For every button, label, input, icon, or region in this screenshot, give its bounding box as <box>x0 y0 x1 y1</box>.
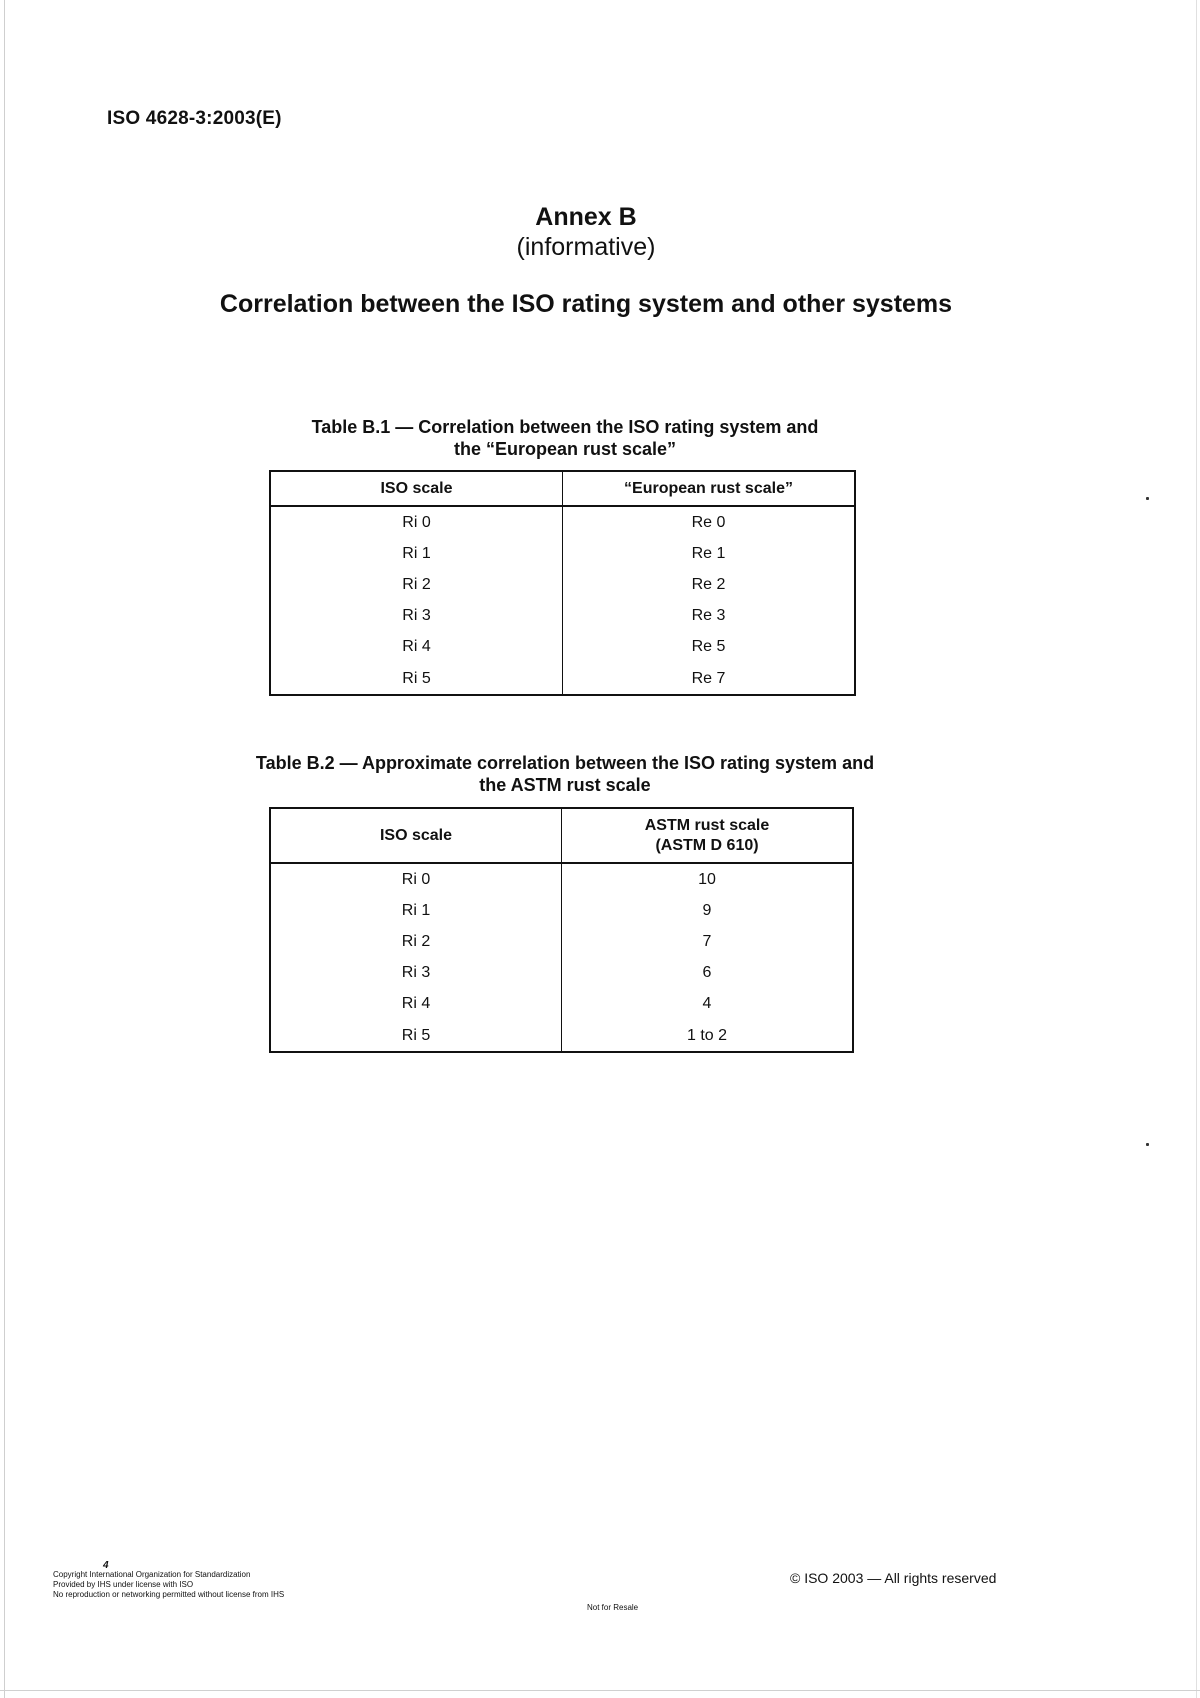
table-header-astm-rust-scale <box>562 808 854 863</box>
table-row <box>270 926 853 957</box>
table-cell: 6 <box>702 964 712 982</box>
table-header-european-rust-scale: “European rust scale” <box>563 471 856 506</box>
copyright-line: Provided by IHS under license with ISO <box>53 1580 194 1589</box>
table-b2 <box>269 807 854 1053</box>
table-cell: Ri 1 <box>270 895 562 926</box>
table-b2-caption-line2: the ASTM rust scale <box>479 775 651 795</box>
table-cell: Ri 5 <box>270 1020 562 1052</box>
annex-subtitle: (informative) <box>516 233 656 261</box>
table-cell: Ri 4 <box>270 989 562 1020</box>
copyright-line: No reproduction or networking permitted without license from IHS <box>53 1590 285 1599</box>
table-b1-caption-line2: the “European rust scale” <box>453 439 677 459</box>
table-cell: Re 3 <box>691 607 726 625</box>
table-cell: 1 to 2 <box>686 1026 728 1044</box>
table-cell: 7 <box>702 932 712 950</box>
table-cell: Re 7 <box>691 669 726 687</box>
table-cell: Re 2 <box>691 575 726 593</box>
table-row <box>270 863 853 895</box>
table-b1-caption <box>0 416 1130 460</box>
table-row <box>270 601 855 632</box>
table-b2-caption-line1: Table B.2 — Approximate correlation between the ISO rating system and <box>255 753 875 773</box>
table-header-row <box>270 471 855 506</box>
scan-speck <box>1146 497 1149 500</box>
table-row <box>270 538 855 569</box>
astm-header-line2: (ASTM D 610) <box>655 836 759 854</box>
table-cell: Re 5 <box>691 638 726 656</box>
table-cell: Ri 0 <box>270 506 563 538</box>
table-cell: Ri 0 <box>270 863 562 895</box>
table-header-iso-scale: ISO scale <box>270 808 562 863</box>
copyright-line: Copyright International Organization for Standardization <box>53 1570 251 1579</box>
table-row <box>270 958 853 989</box>
scan-edge-right <box>1196 0 1197 1698</box>
astm-header-line1: ASTM rust scale <box>644 816 770 834</box>
table-cell: 10 <box>698 870 716 888</box>
table-cell: Ri 1 <box>270 538 563 569</box>
table-row <box>270 989 853 1020</box>
not-for-resale-note: Not for Resale <box>587 1603 639 1612</box>
table-b2-caption <box>0 752 1130 796</box>
table-row <box>270 506 855 538</box>
table-cell: Ri 4 <box>270 632 563 663</box>
table-cell: 4 <box>702 995 712 1013</box>
table-header-iso-scale: ISO scale <box>270 471 563 506</box>
table-b1 <box>269 470 856 696</box>
rights-reserved: © ISO 2003 — All rights reserved <box>790 1570 997 1586</box>
table-cell: Ri 5 <box>270 663 563 695</box>
table-row <box>270 663 855 695</box>
table-cell: Ri 2 <box>270 926 562 957</box>
copyright-notice <box>53 1570 284 1600</box>
scan-edge-bottom <box>0 1690 1200 1691</box>
table-row <box>270 1020 853 1052</box>
table-b1-caption-line1: Table B.1 — Correlation between the ISO rating system and <box>311 417 819 437</box>
table-row <box>270 632 855 663</box>
table-cell: Ri 3 <box>270 601 563 632</box>
table-cell: Re 0 <box>691 513 726 531</box>
table-cell: Ri 3 <box>270 958 562 989</box>
table-cell: 9 <box>702 901 712 919</box>
annex-title: Annex B <box>535 203 637 231</box>
table-cell: Ri 2 <box>270 569 563 600</box>
annex-heading: Correlation between the ISO rating system and other systems <box>219 290 953 318</box>
document-id: ISO 4628-3:2003(E) <box>107 108 282 129</box>
table-row <box>270 895 853 926</box>
scan-speck <box>1146 1143 1149 1146</box>
page-number: 4 <box>103 1560 109 1571</box>
table-row <box>270 569 855 600</box>
table-cell: Re 1 <box>691 544 726 562</box>
table-header-row <box>270 808 853 863</box>
